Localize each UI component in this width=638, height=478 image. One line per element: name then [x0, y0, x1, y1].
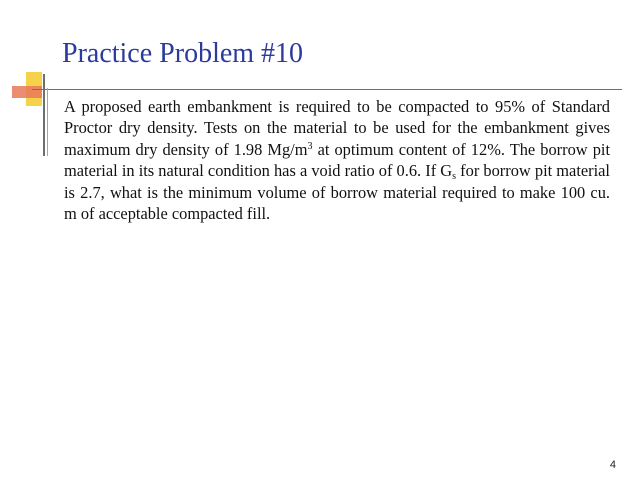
decor-vertical-thin-rule: [47, 88, 48, 156]
problem-text-part-3: for borrow pit material is 2.7, what is the minimum volume of borrow material required to make 100 cu. m of acceptable compacted fill.: [64, 161, 610, 224]
problem-text-part-2: at optimum content of 12%. The borrow pit material in its natural condition has a void ratio of 0.6. If G: [64, 139, 611, 181]
problem-text-part-1: A proposed earth embankment is required to be compacted to 95% of Standard Proctor dry density. Tests on the material to be used for the embankment gives maximum dry density of 1.98 Mg/m: [64, 97, 610, 159]
page-number: 4: [609, 459, 616, 471]
slide-title: Practice Problem #10: [62, 38, 304, 69]
decor-horizontal-rule: [32, 89, 622, 90]
decor-red-bar: [12, 86, 42, 98]
unit-superscript: 3: [307, 140, 313, 152]
specific-gravity-subscript: s: [452, 171, 457, 183]
problem-text: [64, 96, 610, 224]
decor-vertical-rule: [43, 74, 45, 156]
